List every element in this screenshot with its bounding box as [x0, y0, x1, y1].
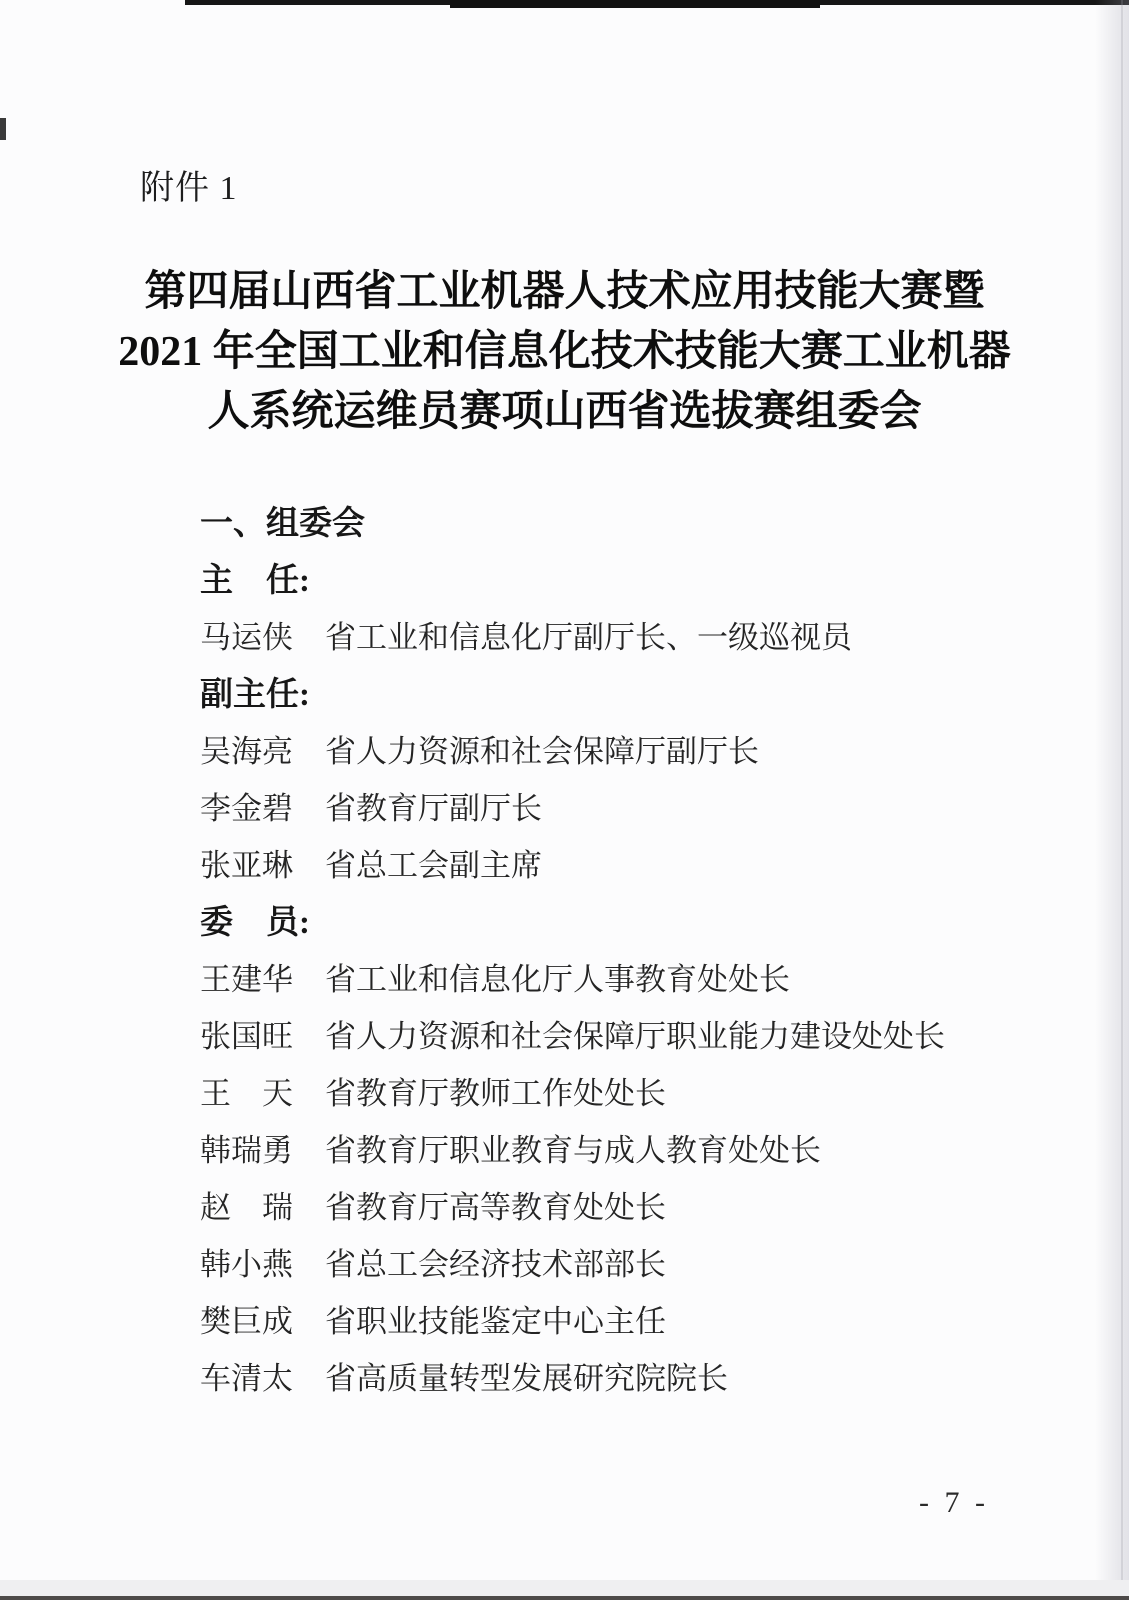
- scan-mark-left: [0, 118, 6, 140]
- page-number: - 7 -: [919, 1486, 989, 1519]
- title-line-2: 2021 年全国工业和信息化技术技能大赛工业机器: [118, 329, 1011, 375]
- member-row: [200, 1176, 1069, 1233]
- scan-shadow-right: [1095, 0, 1129, 1600]
- committee-list: [200, 492, 1069, 1404]
- member-row: [200, 720, 1069, 777]
- member-name: 李金碧: [200, 791, 293, 826]
- title-line-1: 第四届山西省工业机器人技术应用技能大赛暨: [144, 269, 985, 315]
- document-title: [80, 262, 1049, 442]
- member-row: [200, 948, 1069, 1005]
- member-title: 省工业和信息化厅人事教育处处长: [325, 962, 790, 997]
- member-row: [200, 777, 1069, 834]
- attachment-label: 附件 1: [140, 170, 238, 207]
- member-name: 王 天: [200, 1076, 293, 1111]
- title-line-3: 人系统运维员赛项山西省选拔赛组委会: [207, 389, 922, 435]
- member-row: [200, 1233, 1069, 1290]
- member-row: [200, 1005, 1069, 1062]
- member-name: 张国旺: [200, 1019, 293, 1054]
- member-row: [200, 834, 1069, 891]
- member-name: 吴海亮: [200, 734, 293, 769]
- member-name: 马运侠: [200, 620, 293, 655]
- member-name: 韩小燕: [200, 1247, 293, 1282]
- member-row: [200, 1062, 1069, 1119]
- member-name: 樊巨成: [200, 1304, 293, 1339]
- member-title: 省人力资源和社会保障厅副厅长: [325, 734, 759, 769]
- member-row: [200, 606, 1069, 663]
- member-title: 省总工会经济技术部部长: [325, 1247, 666, 1282]
- scan-line-right: [1121, 0, 1123, 1600]
- member-row: [200, 1347, 1069, 1404]
- member-title: 省职业技能鉴定中心主任: [325, 1304, 666, 1339]
- member-title: 省总工会副主席: [325, 848, 542, 883]
- scan-band-bottom: [0, 1580, 1129, 1596]
- role-heading-members: 委 员:: [200, 905, 310, 941]
- member-name: 张亚琳: [200, 848, 293, 883]
- member-name: 车清太: [200, 1361, 293, 1396]
- member-row: [200, 1119, 1069, 1176]
- member-title: 省教育厅高等教育处处长: [325, 1190, 666, 1225]
- section-heading-committee: 一、组委会: [200, 506, 365, 542]
- member-title: 省工业和信息化厅副厅长、一级巡视员: [325, 620, 852, 655]
- member-name: 赵 瑞: [200, 1190, 293, 1225]
- member-title: 省教育厅副厅长: [325, 791, 542, 826]
- role-heading-director: 主 任:: [200, 563, 310, 599]
- scan-edge-top-segment: [450, 0, 820, 8]
- scan-edge-bottom: [0, 1596, 1129, 1600]
- member-row: [200, 1290, 1069, 1347]
- member-name: 王建华: [200, 962, 293, 997]
- member-title: 省人力资源和社会保障厅职业能力建设处处长: [325, 1019, 945, 1054]
- member-name: 韩瑞勇: [200, 1133, 293, 1168]
- member-title: 省高质量转型发展研究院院长: [325, 1361, 728, 1396]
- member-title: 省教育厅职业教育与成人教育处处长: [325, 1133, 821, 1168]
- member-title: 省教育厅教师工作处处长: [325, 1076, 666, 1111]
- role-heading-deputy-directors: 副主任:: [200, 677, 310, 713]
